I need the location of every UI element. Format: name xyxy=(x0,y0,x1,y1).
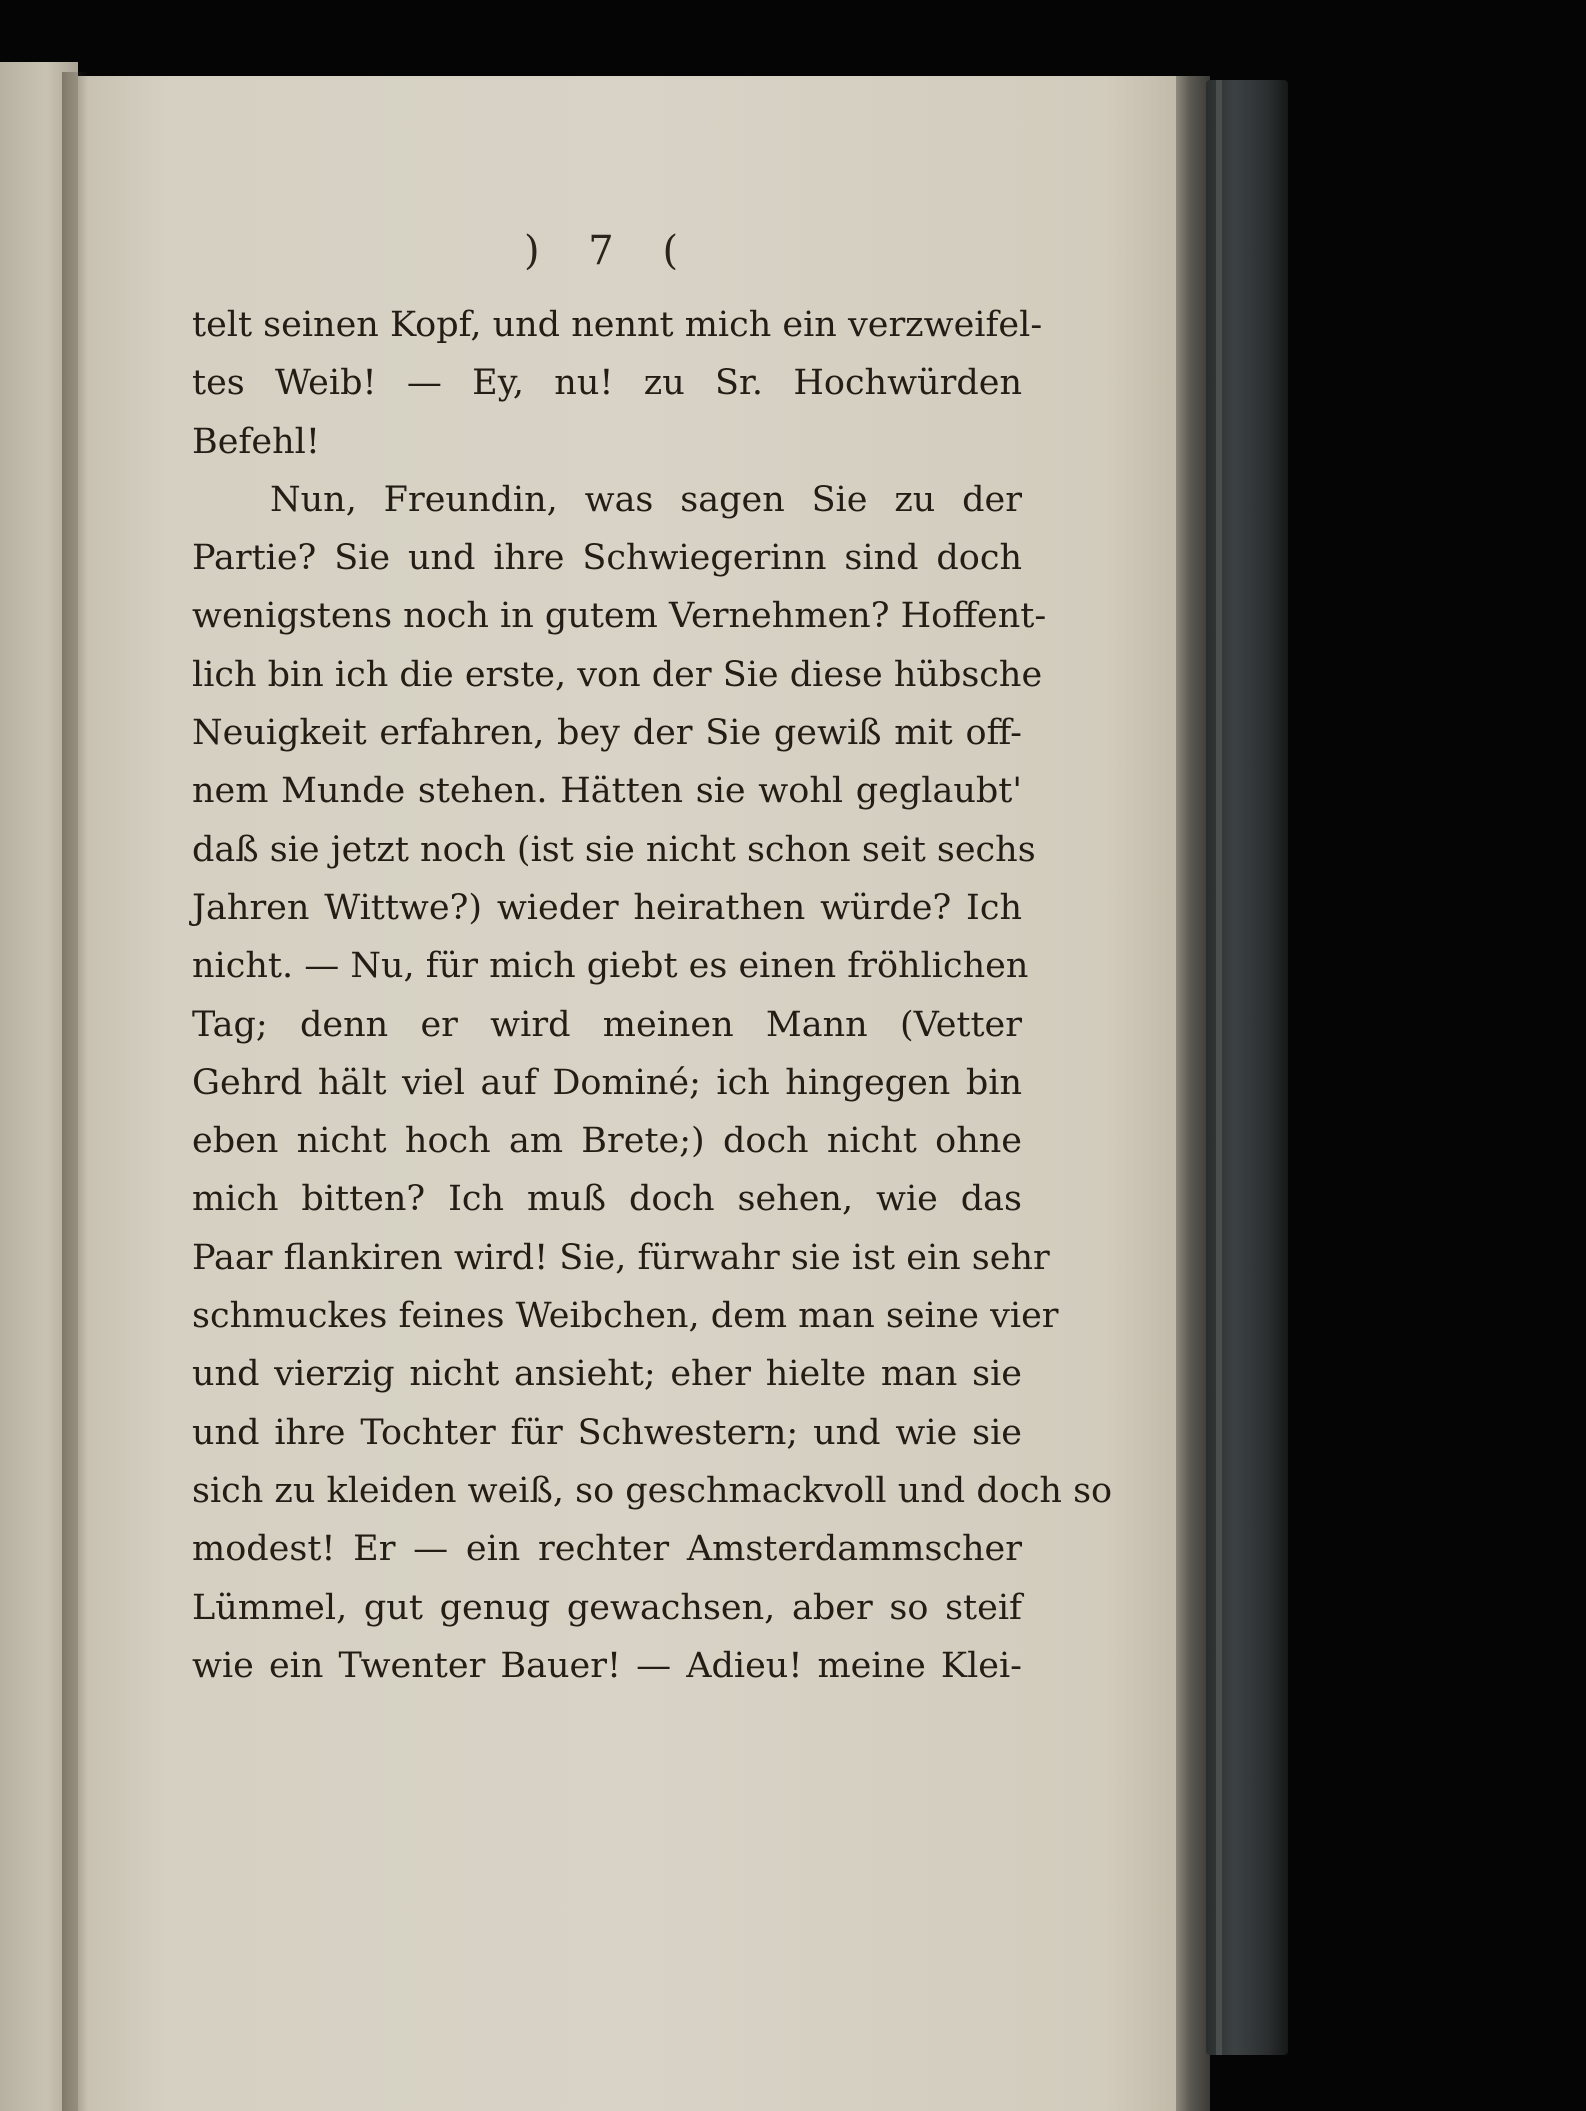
text-line: daß sie jetzt noch (ist sie nicht schon seit sechs xyxy=(192,829,1036,870)
text-line: wie ein Twenter Bauer! — Adieu! meine Klei- xyxy=(192,1645,1022,1686)
text-line: wenigstens noch in gutem Vernehmen? Hoffent- xyxy=(192,596,1047,637)
text-line: nicht. — Nu, für mich giebt es einen fröhlichen xyxy=(192,946,1029,987)
text-line: sich zu kleiden weiß, so geschmackvoll und doch so xyxy=(192,1470,1113,1511)
page-header: ) 7 ( xyxy=(523,228,697,274)
text-line: Befehl! xyxy=(192,421,320,462)
text-line: Nun, Freundin, was sagen Sie zu der xyxy=(270,479,1022,520)
text-line: Tag; denn er wird meinen Mann (Vetter xyxy=(192,1004,1022,1045)
text-line: Partie? Sie und ihre Schwiegerinn sind doch xyxy=(192,538,1022,579)
text-line: eben nicht hoch am Brete;) doch nicht ohne xyxy=(192,1121,1022,1162)
book-cover-board xyxy=(1206,80,1288,2055)
text-line: und ihre Tochter für Schwestern; und wie sie xyxy=(192,1412,1022,1453)
text-line: Gehrd hält viel auf Dominé; ich hingegen bin xyxy=(192,1062,1022,1103)
text-line: schmuckes feines Weibchen, dem man seine vier xyxy=(192,1296,1059,1337)
text-line: nem Munde stehen. Hätten sie wohl geglaubt' xyxy=(192,771,1022,812)
text-line: modest! Er — ein rechter Amsterdammscher xyxy=(192,1529,1022,1570)
text-line: telt seinen Kopf, und nennt mich ein verzweifel- xyxy=(192,305,1043,345)
text-line: lich bin ich die erste, von der Sie diese hübsche xyxy=(192,654,1043,695)
page-block-edge xyxy=(1176,76,1210,2111)
gutter-shadow xyxy=(62,72,88,2111)
text-line: Lümmel, gut genug gewachsen, aber so steif xyxy=(192,1587,1022,1628)
text-line: Jahren Wittwe?) wieder heirathen würde? Ich xyxy=(192,887,1022,928)
text-line: tes Weib! — Ey, nu! zu Sr. Hochwürden xyxy=(192,363,1022,404)
text-line: Neuigkeit erfahren, bey der Sie gewiß mit off- xyxy=(192,713,1022,754)
text-line: und vierzig nicht ansieht; eher hielte man sie xyxy=(192,1354,1022,1395)
text-line: mich bitten? Ich muß doch sehen, wie das xyxy=(192,1179,1022,1220)
text-line: Paar flankiren wird! Sie, fürwahr sie ist ein sehr xyxy=(192,1237,1050,1278)
body-text xyxy=(192,296,1113,1695)
